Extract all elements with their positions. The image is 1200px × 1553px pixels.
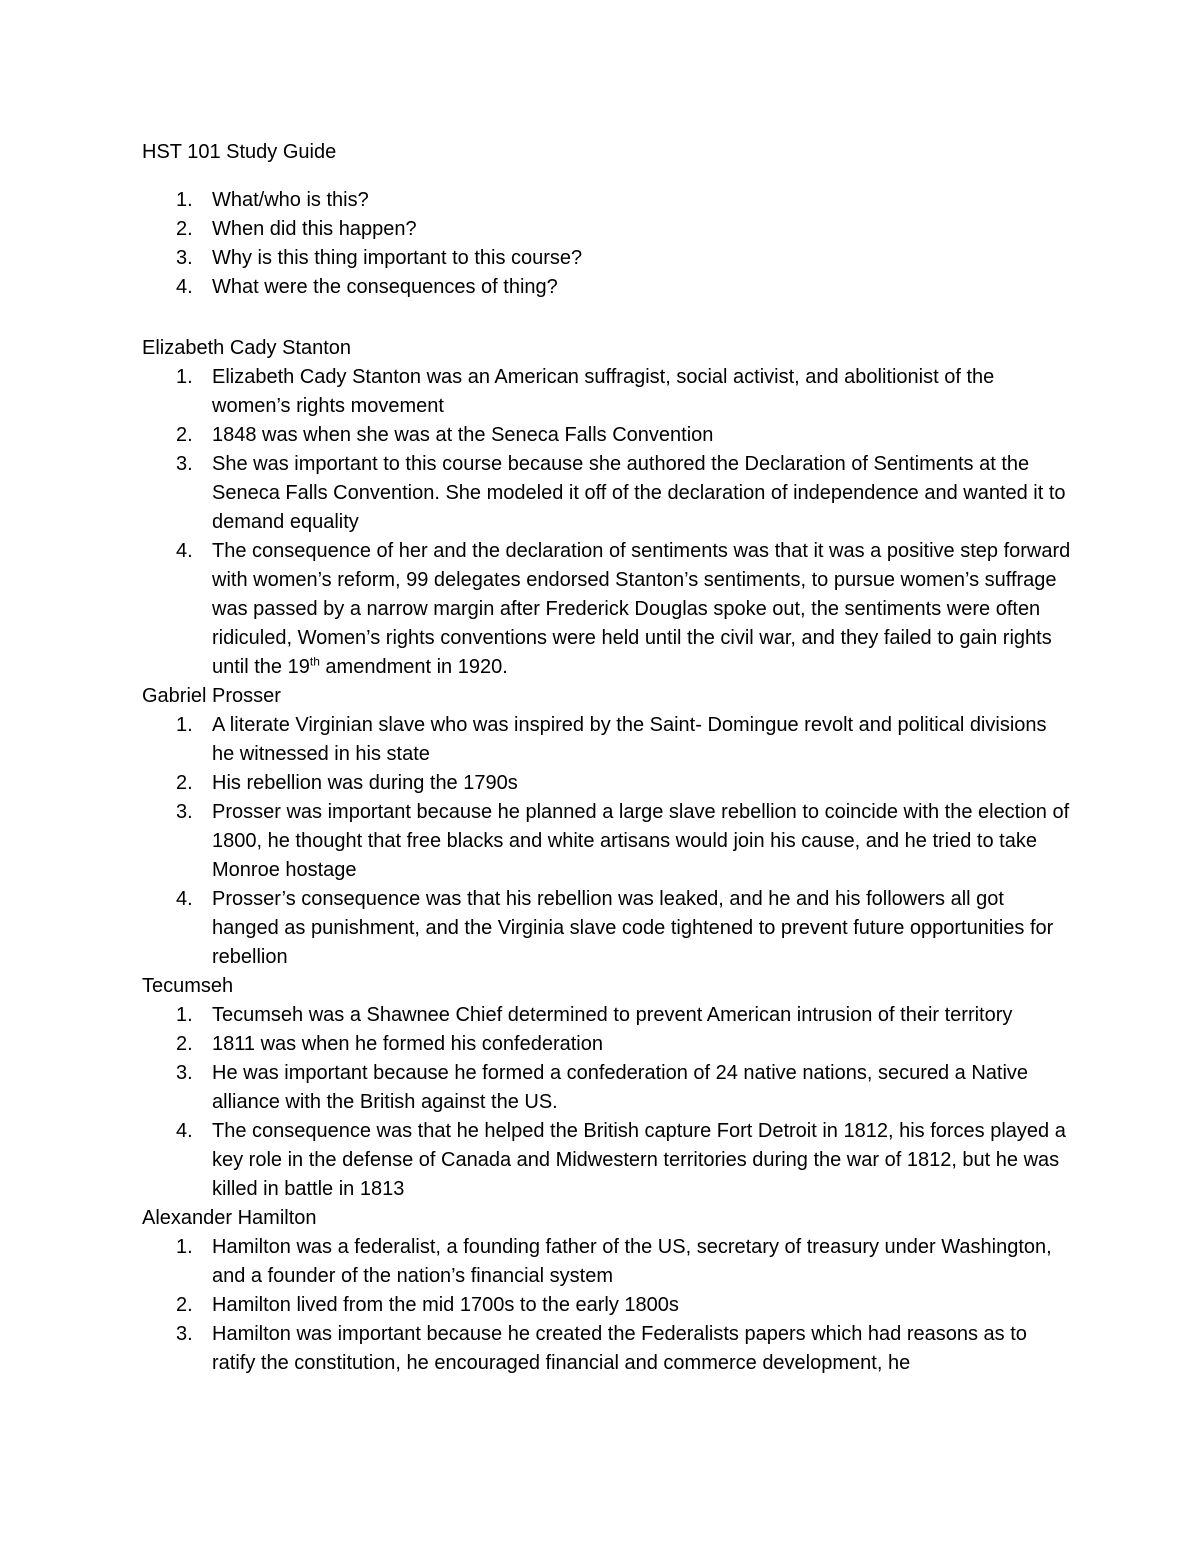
section-answers-list xyxy=(142,711,1072,972)
section-answers-list xyxy=(142,1001,1072,1204)
list-number: 1. xyxy=(176,366,193,388)
answer-text: His rebellion was during the 1790s xyxy=(212,772,518,794)
list-number: 2. xyxy=(176,1294,193,1316)
answer-text: Hamilton was important because he created the Federalists papers which had reasons as to ratify the constitution, he encouraged financial and commerce development, he xyxy=(212,1323,1027,1374)
answer-item xyxy=(176,1117,1072,1204)
answer-item xyxy=(176,1030,1072,1059)
list-number: 1. xyxy=(176,1004,193,1026)
list-number: 2. xyxy=(176,772,193,794)
list-number: 1. xyxy=(176,714,193,736)
section-heading: Gabriel Prosser xyxy=(142,685,281,707)
list-number: 1. xyxy=(176,1236,193,1258)
answer-item xyxy=(176,1001,1072,1030)
list-number: 4. xyxy=(176,540,193,562)
list-number: 3. xyxy=(176,247,193,269)
section-answers-list xyxy=(142,1233,1072,1378)
answer-text: The consequence of her and the declaration of sentiments was that it was a positive step forward with women’s reform, 99 delegates endorsed Stanton’s sentiments, to pursue women’s suffrage was passed by a narrow margin after Frederick Douglas spoke out, the sentiments were often ridiculed, Women’s rights conventions were held until the civil war, and they failed to gain rights until the 19 xyxy=(212,540,1071,678)
question-item xyxy=(176,186,1072,215)
question-text: When did this happen? xyxy=(212,218,417,240)
section-heading: Elizabeth Cady Stanton xyxy=(142,337,352,359)
answer-text: The consequence was that he helped the British capture Fort Detroit in 1812, his forces played a key role in the defense of Canada and Midwestern territories during the war of 1812, but he was killed in battle in 1813 xyxy=(212,1120,1066,1200)
list-number: 2. xyxy=(176,424,193,446)
section-stanton xyxy=(142,334,1072,682)
section-heading: Alexander Hamilton xyxy=(142,1207,317,1229)
answer-item xyxy=(176,711,1072,769)
answer-text: He was important because he formed a confederation of 24 native nations, secured a Native alliance with the British against the US. xyxy=(212,1062,1029,1113)
list-number: 3. xyxy=(176,1323,193,1345)
answer-text: Tecumseh was a Shawnee Chief determined to prevent American intrusion of their territory xyxy=(212,1004,1013,1026)
answer-text-tail: amendment in 1920. xyxy=(319,656,508,678)
section-prosser xyxy=(142,682,1072,972)
question-text: What/who is this? xyxy=(212,189,369,211)
answer-item xyxy=(176,1320,1072,1378)
question-item xyxy=(176,244,1072,273)
answer-item xyxy=(176,450,1072,537)
list-number: 3. xyxy=(176,1062,193,1084)
answer-text: Prosser’s consequence was that his rebellion was leaked, and he and his followers all got hanged as punishment, and the Virginia slave code tightened to prevent future opportunities for rebellion xyxy=(212,888,1054,968)
answer-item xyxy=(176,798,1072,885)
list-number: 3. xyxy=(176,453,193,475)
section-hamilton xyxy=(142,1204,1072,1378)
list-number: 4. xyxy=(176,888,193,910)
section-answers-list xyxy=(142,363,1072,682)
question-item xyxy=(176,273,1072,302)
question-text: What were the consequences of thing? xyxy=(212,276,558,298)
answer-text: Elizabeth Cady Stanton was an American suffragist, social activist, and abolitionist of the women’s rights movement xyxy=(212,366,995,417)
list-number: 2. xyxy=(176,1033,193,1055)
section-tecumseh xyxy=(142,972,1072,1204)
question-item xyxy=(176,215,1072,244)
answer-item xyxy=(176,769,1072,798)
answer-item xyxy=(176,885,1072,972)
answer-item xyxy=(176,421,1072,450)
answer-text: She was important to this course because she authored the Declaration of Sentiments at the Seneca Falls Convention. She modeled it off of the declaration of independence and wanted it to demand equality xyxy=(212,453,1066,533)
answer-item xyxy=(176,1233,1072,1291)
answer-text: 1811 was when he formed his confederation xyxy=(212,1033,603,1055)
answer-item xyxy=(176,1059,1072,1117)
document-title: HST 101 Study Guide xyxy=(142,141,337,163)
list-number: 1. xyxy=(176,189,193,211)
list-number: 2. xyxy=(176,218,193,240)
section-heading: Tecumseh xyxy=(142,975,234,997)
answer-text: Hamilton was a federalist, a founding father of the US, secretary of treasury under Washington, and a founder of the nation’s financial system xyxy=(212,1236,1052,1287)
answer-text: 1848 was when she was at the Seneca Falls Convention xyxy=(212,424,714,446)
list-number: 3. xyxy=(176,801,193,823)
answer-item xyxy=(176,537,1072,682)
answer-text: A literate Virginian slave who was inspired by the Saint- Domingue revolt and political divisions he witnessed in his state xyxy=(212,714,1047,765)
answer-item xyxy=(176,363,1072,421)
study-questions-list xyxy=(142,186,1072,302)
answer-text: Prosser was important because he planned a large slave rebellion to coincide with the election of 1800, he thought that free blacks and white artisans would join his cause, and he tried to take Monroe hostage xyxy=(212,801,1070,881)
answer-item xyxy=(176,1291,1072,1320)
answer-text: Hamilton lived from the mid 1700s to the early 1800s xyxy=(212,1294,679,1316)
superscript-ordinal: th xyxy=(309,654,320,669)
document-page xyxy=(142,138,1072,1378)
list-number: 4. xyxy=(176,1120,193,1142)
question-text: Why is this thing important to this course? xyxy=(212,247,583,269)
list-number: 4. xyxy=(176,276,193,298)
